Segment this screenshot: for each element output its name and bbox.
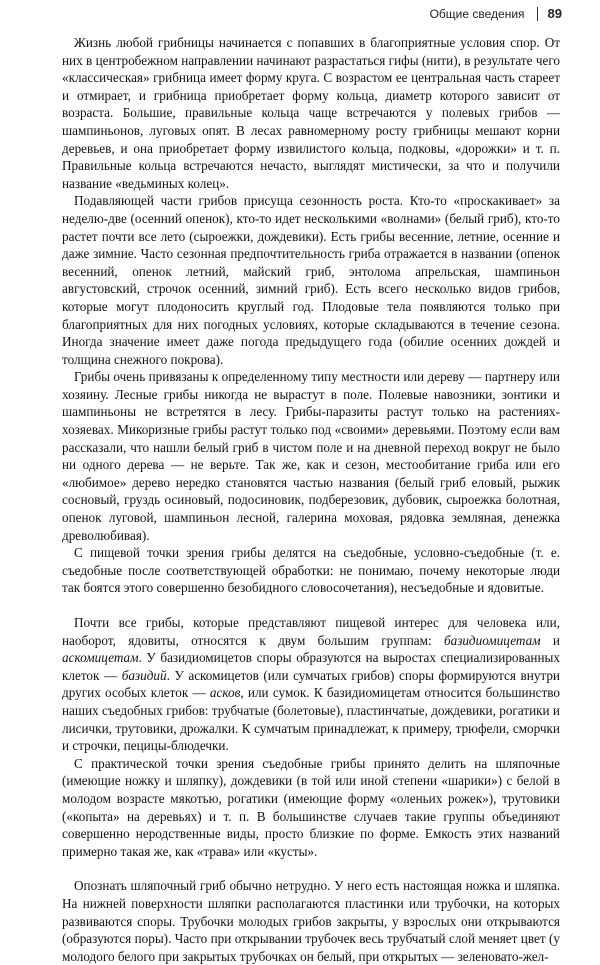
paragraph-habitat: Грибы очень привязаны к определенному типу местности или дереву — партнеру или хозяину. Лесные грибы никогда не вырастут в поле. Полевые навозники, зонтики и шампиньоны не встретятся в лесу. Грибы-паразиты растут только на растениях-хозяевах. Микоризные грибы растут только под «своими» деревьями. Поэтому если вам рассказали, что нашли белый гриб в чистом поле и на дневной переход вокруг не было ни одного дерева — не верьте. Так же, как и сезон, местообитание гриба или его «любимое» дерево нередко становятся частью названия (белый гриб еловый, рыжик сосновый, груздь осиновый, подосиновик, подберезовик, дубовик, сыроежка болотная, опенок луговой, шампиньон лесной, галерина моховая, рядовка земляная, денежка древолюбивая). bbox=[62, 369, 560, 543]
body-text bbox=[62, 34, 560, 965]
paragraph-cap-mushroom: Опознать шляпочный гриб обычно нетрудно. У него есть настоящая ножка и шляпка. На нижней поверхности шляпки располагаются пластинки или трубочки, на которых развиваются споры. Трубочки молодых грибов закрыты, у взрослых они открываются (образуются поры). Часто при открывании трубочек весь трубчатый слой меняет цвет (у молодого белого при закрытых трубочках он белый, при открытых — зеленовато-жел- bbox=[62, 878, 560, 964]
paragraph-groups: Почти все грибы, которые представляют пищевой интерес для человека или, наоборот, ядовиты, относятся к двум большим группам: базидиомицетам и аскомицетам. У базидиомицетов споры образуются на выростах специализированных клеток — базидий. У аскомицетов (или сумчатых грибов) споры формируются внутри других особых клеток — асков, или сумок. К базидиомицетам относится большинство наших съедобных грибов: трубчатые (болетовые), пластинчатые, дождевики, рогатики и лисички, трутовики, дрожалки. К сумчатым принадлежат, к примеру, трюфели, сморчки и строчки, пецицы-блюдечки. bbox=[62, 615, 560, 754]
term-basidiomycetes: базидиомицетам bbox=[443, 632, 541, 648]
section-gap bbox=[62, 597, 560, 614]
paragraph-fairy-rings: Жизнь любой грибницы начинается с попавших в благоприятные условия спор. От них в центробежном направлении начинают разрастаться гифы (нити), в результате чего «классическая» грибница имеет форму круга. С возрастом ее центральная часть стареет и отмирает, и грибница приобретает форму кольца, диаметр которого зависит от возраста. Большие, правильные кольца чаще встречаются у полевых грибов — шампиньонов, луговых опят. В лесах равномерному росту грибницы мешают корни деревьев, и она приобретает форму извилистого кольца, подковы, «дорожки» и т. п. Правильные кольца встречаются нечасто, выглядят мистически, за что и получили название «ведьминых колец». bbox=[62, 35, 560, 191]
term-asci: асков bbox=[209, 685, 241, 701]
paragraph-seasonality: Подавляющей части грибов присуща сезонность роста. Кто-то «проскакивает» за неделю-две (осенний опенок), кто-то идет несколькими «волнами» (белый гриб), кто-то растет почти все лето (сыроежки, дождевики). Есть грибы весенние, летние, осенние и даже зимние. Часто сезонная предпочтительность гриба отражается в названии (опенок весенний, опенок летний, майский гриб, энтолома апрельская, шампиньон августовский, строчок осенний, зимний гриб). Есть всего несколько видов грибов, которые могут плодоносить круглый год. Плодовые тела появляются только при благоприятных для них погодных условиях, которые складываются в течение сезона. Иногда значение имеет даже погода предыдущего года (обилие осенних дождей и толщина снежного покрова). bbox=[62, 193, 560, 367]
term-ascomycetes: аскомицетам bbox=[62, 650, 139, 666]
paragraph-edibility: С пищевой точки зрения грибы делятся на съедобные, условно-съедобные (т. е. съедобные после соответствующей обработки: не понимаю, почему некоторые люди так боятся этого совершенно безобидного словосочетания), несъедобные и ядовитые. bbox=[62, 545, 560, 596]
section-gap bbox=[62, 860, 560, 877]
page-number: 89 bbox=[547, 6, 562, 21]
paragraph-practical: С практической точки зрения съедобные грибы принято делить на шляпочные (имеющие ножку и шляпку), дождевики (в той или иной степени «шарики») с белой в молодом возрасте мякотью, рогатики (имеющие форму «оленьих рожек»), трутовики («копыта» на деревьях) и т. п. В большинстве случаев такие группы объединяют совершенно неродственные виды, просто близкие по форме. Емкость этих названий примерно такая же, как «трава» или «кусты». bbox=[62, 755, 560, 859]
term-basidia: базидий bbox=[121, 667, 167, 683]
section-title: Общие сведения bbox=[429, 6, 525, 21]
header-divider bbox=[537, 7, 538, 21]
running-header bbox=[430, 6, 562, 21]
